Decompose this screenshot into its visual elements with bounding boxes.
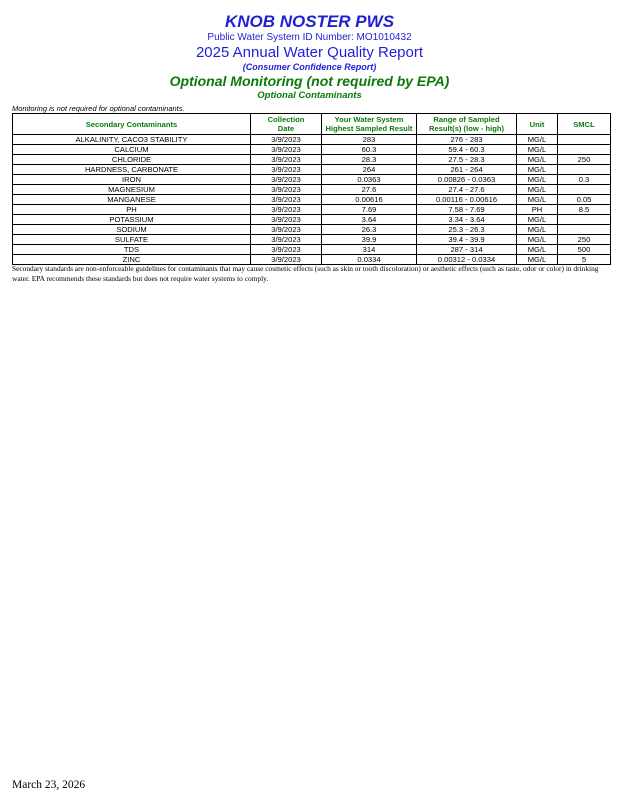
cell-date: 3/9/2023 xyxy=(251,155,322,165)
cell-unit: MG/L xyxy=(517,155,558,165)
cell-range: 27.4 - 27.6 xyxy=(417,185,517,195)
footer-date: March 23, 2026 xyxy=(12,779,86,791)
cell-name: CHLORIDE xyxy=(13,155,251,165)
cell-highest: 60.3 xyxy=(322,145,417,155)
cell-name: ALKALINITY, CACO3 STABILITY xyxy=(13,135,251,145)
cell-highest: 28.3 xyxy=(322,155,417,165)
optional-contaminants-heading: Optional Contaminants xyxy=(257,90,362,101)
cell-range: 3.34 - 3.64 xyxy=(417,215,517,225)
cell-highest: 3.64 xyxy=(322,215,417,225)
system-id: Public Water System ID Number: MO1010432 xyxy=(207,32,412,43)
cell-unit: MG/L xyxy=(517,235,558,245)
cell-name: POTASSIUM xyxy=(13,215,251,225)
cell-unit: MG/L xyxy=(517,175,558,185)
cell-smcl xyxy=(558,145,611,155)
cell-name: PH xyxy=(13,205,251,215)
col-header-date-line2: Date xyxy=(277,124,295,133)
col-header-unit: Unit xyxy=(517,114,558,135)
table-row xyxy=(13,165,611,175)
cell-unit: MG/L xyxy=(517,135,558,145)
cell-unit: MG/L xyxy=(517,165,558,175)
cell-range: 276 - 283 xyxy=(417,135,517,145)
cell-date: 3/9/2023 xyxy=(251,135,322,145)
optional-monitoring-heading: Optional Monitoring (not required by EPA) xyxy=(169,73,450,89)
cell-highest: 27.6 xyxy=(322,185,417,195)
cell-date: 3/9/2023 xyxy=(251,235,322,245)
cell-name: TDS xyxy=(13,245,251,255)
cell-highest: 0.0363 xyxy=(322,175,417,185)
cell-date: 3/9/2023 xyxy=(251,175,322,185)
cell-date: 3/9/2023 xyxy=(251,145,322,155)
cell-highest: 39.9 xyxy=(322,235,417,245)
table-row xyxy=(13,205,611,215)
cell-range: 261 - 264 xyxy=(417,165,517,175)
table-row xyxy=(13,145,611,155)
col-header-contaminant: Secondary Contaminants xyxy=(13,114,251,135)
cell-smcl xyxy=(558,135,611,145)
cell-smcl: 0.3 xyxy=(558,175,611,185)
col-header-range-line1: Range of Sampled xyxy=(433,115,500,124)
cell-highest: 314 xyxy=(322,245,417,255)
cell-name: MAGNESIUM xyxy=(13,185,251,195)
cell-smcl: 250 xyxy=(558,155,611,165)
cell-name: IRON xyxy=(13,175,251,185)
table-row xyxy=(13,245,611,255)
cell-smcl: 8.5 xyxy=(558,205,611,215)
col-header-highest-line2: Highest Sampled Result xyxy=(325,124,413,133)
cell-name: SULFATE xyxy=(13,235,251,245)
table-body xyxy=(13,135,611,265)
cell-range: 0.00826 - 0.0363 xyxy=(417,175,517,185)
col-header-date xyxy=(251,114,322,135)
cell-date: 3/9/2023 xyxy=(251,215,322,225)
cell-unit: MG/L xyxy=(517,225,558,235)
cell-name: CALCIUM xyxy=(13,145,251,155)
cell-date: 3/9/2023 xyxy=(251,165,322,175)
cell-unit: MG/L xyxy=(517,145,558,155)
table-header-row xyxy=(13,114,611,135)
ccr-subtitle: (Consumer Confidence Report) xyxy=(242,62,377,72)
cell-highest: 7.69 xyxy=(322,205,417,215)
cell-smcl xyxy=(558,225,611,235)
cell-date: 3/9/2023 xyxy=(251,255,322,265)
cell-range: 0.00116 - 0.00616 xyxy=(417,195,517,205)
cell-name: ZINC xyxy=(13,255,251,265)
cell-date: 3/9/2023 xyxy=(251,245,322,255)
secondary-contaminants-table xyxy=(12,113,611,265)
system-name: KNOB NOSTER PWS xyxy=(224,12,395,31)
cell-unit: MG/L xyxy=(517,215,558,225)
cell-smcl: 250 xyxy=(558,235,611,245)
cell-unit: MG/L xyxy=(517,255,558,265)
col-header-date-line1: Collection xyxy=(267,115,305,124)
cell-unit: MG/L xyxy=(517,185,558,195)
cell-name: SODIUM xyxy=(13,225,251,235)
cell-highest: 0.00616 xyxy=(322,195,417,205)
table-row xyxy=(13,175,611,185)
table-row xyxy=(13,135,611,145)
cell-highest: 283 xyxy=(322,135,417,145)
cell-range: 0.00312 - 0.0334 xyxy=(417,255,517,265)
cell-range: 27.5 - 28.3 xyxy=(417,155,517,165)
cell-smcl: 500 xyxy=(558,245,611,255)
cell-range: 25.3 - 26.3 xyxy=(417,225,517,235)
table-row xyxy=(13,195,611,205)
col-header-highest-line1: Your Water System xyxy=(334,115,404,124)
cell-highest: 26.3 xyxy=(322,225,417,235)
report-header xyxy=(0,12,619,102)
cell-date: 3/9/2023 xyxy=(251,195,322,205)
cell-smcl xyxy=(558,185,611,195)
table-row xyxy=(13,225,611,235)
col-header-highest xyxy=(322,114,417,135)
report-title: 2025 Annual Water Quality Report xyxy=(195,44,424,61)
cell-range: 287 - 314 xyxy=(417,245,517,255)
col-header-smcl: SMCL xyxy=(558,114,611,135)
table-row xyxy=(13,235,611,245)
table-row xyxy=(13,215,611,225)
cell-date: 3/9/2023 xyxy=(251,225,322,235)
secondary-standards-footnote: Secondary standards are non-enforceable guidelines for contaminants that may cause cosmetic effects (such as skin or tooth discoloration) or aesthetic effects (such as taste, odor or color) in drinking water. EPA recommends these standards but does not require water systems to comply. xyxy=(12,264,599,283)
cell-name: MANGANESE xyxy=(13,195,251,205)
table-row xyxy=(13,185,611,195)
cell-smcl xyxy=(558,215,611,225)
cell-range: 59.4 - 60.3 xyxy=(417,145,517,155)
table-row xyxy=(13,255,611,265)
table-row xyxy=(13,155,611,165)
cell-name: HARDNESS, CARBONATE xyxy=(13,165,251,175)
col-header-range-line2: Result(s) (low - high) xyxy=(428,124,505,133)
cell-highest: 264 xyxy=(322,165,417,175)
cell-smcl: 5 xyxy=(558,255,611,265)
cell-smcl xyxy=(558,165,611,175)
cell-range: 39.4 - 39.9 xyxy=(417,235,517,245)
cell-date: 3/9/2023 xyxy=(251,205,322,215)
cell-date: 3/9/2023 xyxy=(251,185,322,195)
col-header-range xyxy=(417,114,517,135)
cell-unit: MG/L xyxy=(517,245,558,255)
cell-smcl: 0.05 xyxy=(558,195,611,205)
cell-unit: MG/L xyxy=(517,195,558,205)
monitoring-note: Monitoring is not required for optional contaminants. xyxy=(12,104,185,113)
cell-highest: 0.0334 xyxy=(322,255,417,265)
cell-unit: PH xyxy=(517,205,558,215)
cell-range: 7.58 - 7.69 xyxy=(417,205,517,215)
